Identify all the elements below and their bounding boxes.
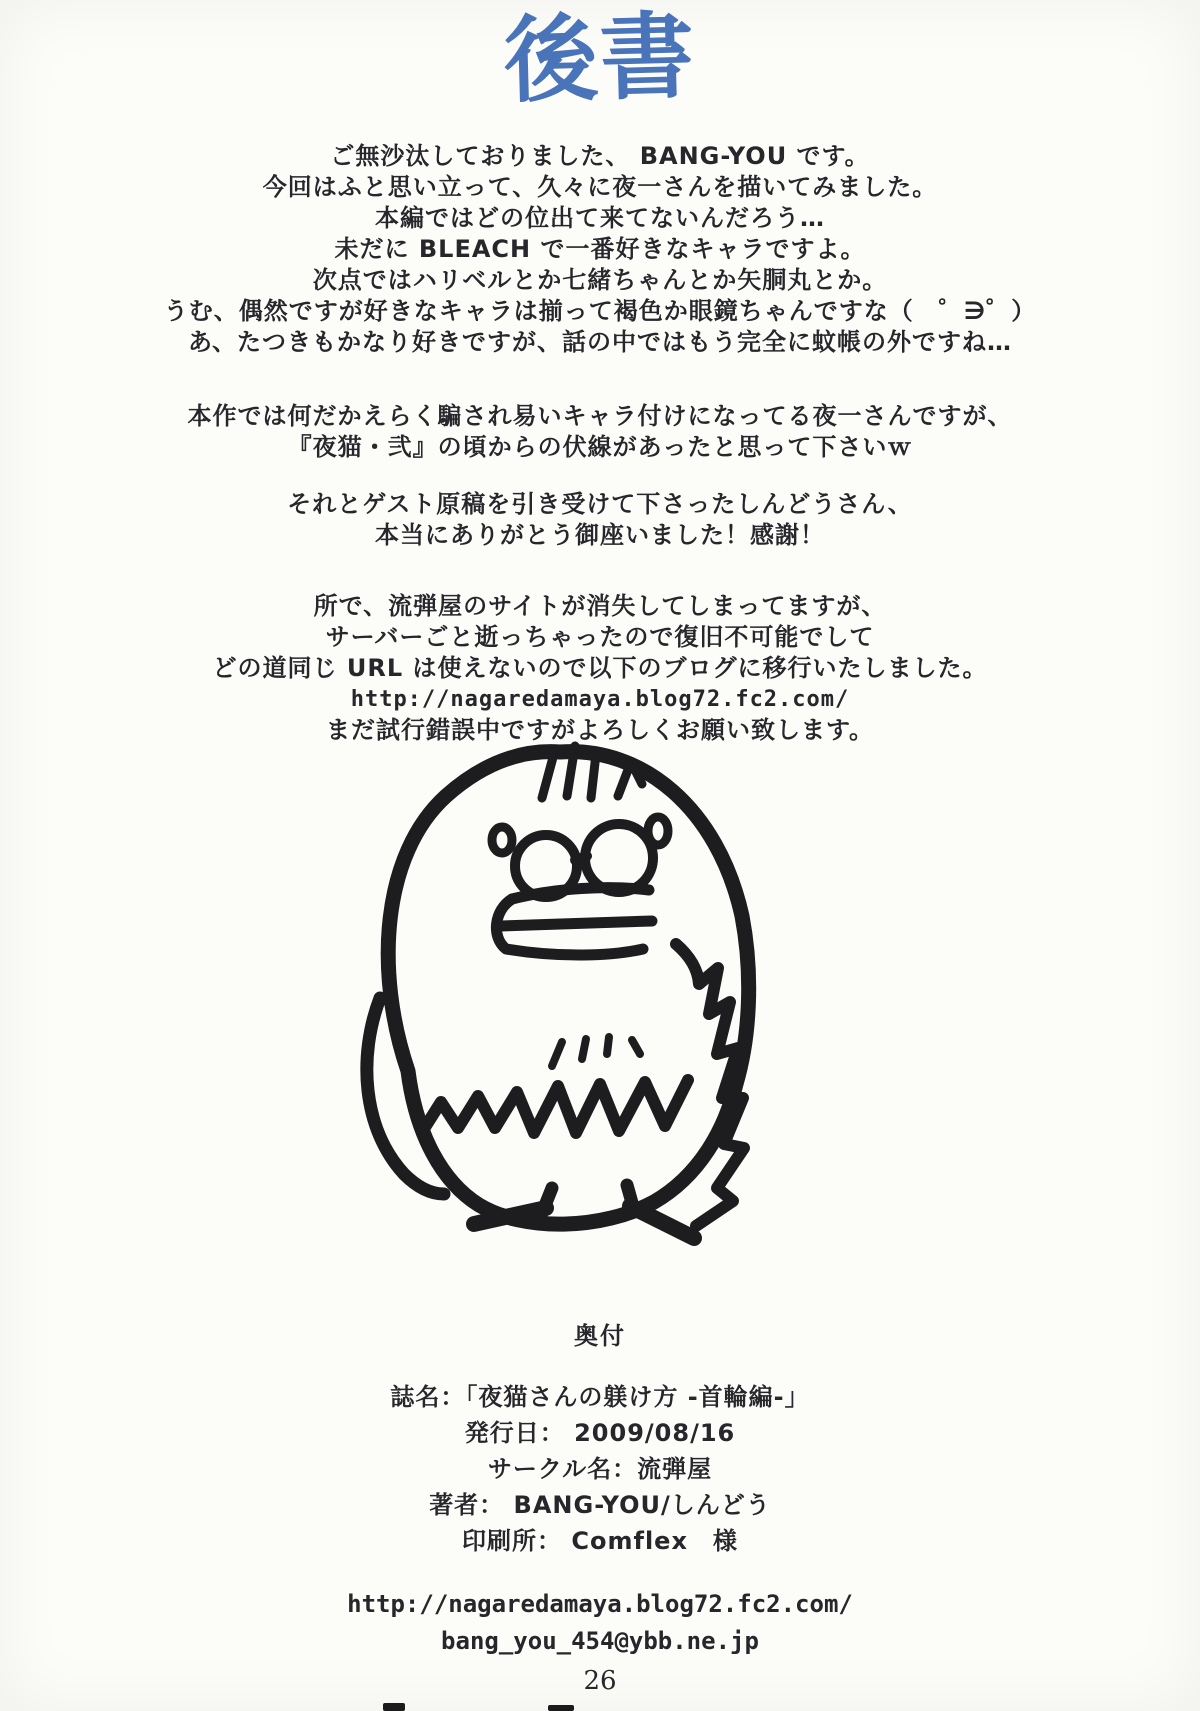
- colophon-printer-entry: 印刷所： Comflex 様: [462, 1527, 738, 1555]
- afterword-paragraph-1: [0, 141, 1200, 358]
- afterword-paragraph-3: [0, 489, 1200, 551]
- text-line: 本当にありがとう御座いました！感謝！: [375, 521, 825, 549]
- colophon: [0, 1379, 1200, 1559]
- chick-head-tuft: [591, 754, 596, 798]
- colophon-heading: 奥付: [574, 1322, 626, 1350]
- afterword-paragraph-4: [0, 591, 1200, 746]
- chick-stubble: [582, 1039, 586, 1059]
- text-line: 本編ではどの位出て来てないんだろう…: [375, 204, 825, 232]
- chick-stubble: [632, 1040, 640, 1054]
- text-line: 次点ではハリベルとか七緒ちゃんとか矢胴丸とか。: [312, 266, 888, 294]
- chick-belly-zigzag: [422, 1080, 688, 1133]
- page-title: [0, 2, 1200, 117]
- email-text: bang_you_454@ybb.ne.jp: [441, 1627, 759, 1655]
- chick-stubble: [607, 1037, 609, 1054]
- scan-artifact: [383, 1703, 405, 1711]
- page-number: 26: [583, 1666, 617, 1696]
- text-line: どの道同じ URL は使えないので以下のブログに移行いたしました。: [212, 654, 988, 682]
- text-line: 所で、流弾屋のサイトが消失してしまってますが、: [313, 592, 887, 620]
- text-line: うむ、偶然ですが好きなキャラは揃って褐色か眼鏡ちゃんですな（ ゜∋゜）: [163, 297, 1037, 325]
- chick-bill-top: [512, 888, 649, 899]
- chick-bill-midline: [500, 921, 652, 926]
- text-line: 未だに BLEACH で一番好きなキャラですよ。: [334, 235, 866, 263]
- text-line: 本作では何だかえらく騙され易いキャラ付けになってる夜一さんですが、: [187, 402, 1013, 430]
- afterword-paragraph-2: [0, 401, 1200, 463]
- blog-url-text: http://nagaredamaya.blog72.fc2.com/: [347, 1590, 853, 1618]
- colophon-date-entry: 発行日： 2009/08/16: [464, 1419, 736, 1447]
- page-title-text: 後書: [502, 2, 698, 117]
- chick-right-foot: [630, 1206, 694, 1238]
- text-line: ご無沙汰しておりました、 BANG-YOU です。: [330, 142, 870, 170]
- text-line: あ、たつきもかなり好きですが、話の中ではもう完全に蚊帳の外ですね…: [187, 328, 1013, 356]
- chick-left-eye: [492, 827, 512, 853]
- text-line: まだ試行錯誤中ですがよろしくお願い致します。: [325, 716, 875, 744]
- text-line: それとゲスト原稿を引き受けて下さったしんどうさん、: [287, 490, 913, 518]
- glasses-bridge: [575, 856, 587, 860]
- colophon-author-entry: 著者： BANG-YOU/しんどう: [429, 1491, 771, 1519]
- chick-stubble: [552, 1042, 562, 1066]
- text-line: 今回はふと思い立って、久々に夜一さんを描いてみました。: [262, 173, 938, 201]
- text-line: 『夜猫・弐』の頃からの伏線があったと思って下さいｗ: [287, 433, 913, 461]
- chick-doodle-illustration: [346, 736, 770, 1260]
- glasses-right-lens: [585, 824, 653, 892]
- colophon-circle-entry: サークル名：流弾屋: [487, 1455, 713, 1483]
- scan-artifact: [548, 1705, 574, 1711]
- contact-links: [0, 1586, 1200, 1660]
- text-line: サーバーごと逝っちゃったので復旧不可能でして: [325, 623, 875, 651]
- colophon-title-entry: 誌名：「夜猫さんの躾け方 -首輪編-」: [390, 1383, 810, 1411]
- blog-url-text: http://nagaredamaya.blog72.fc2.com/: [350, 687, 850, 712]
